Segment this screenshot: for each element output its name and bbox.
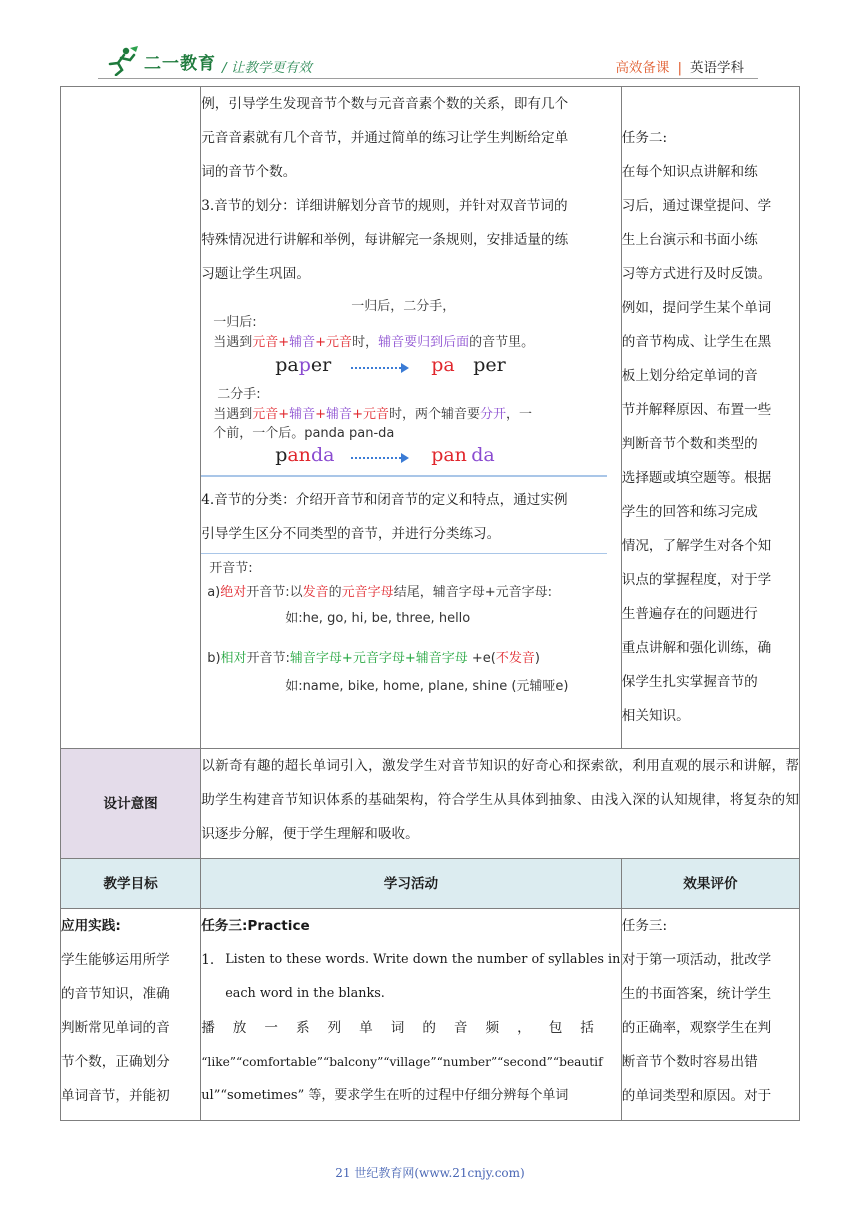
fig1-arrow-1 xyxy=(351,367,401,369)
slogan: / 让教学更有效 xyxy=(222,60,312,76)
fig1-arrow-2 xyxy=(351,457,401,459)
practice-item-1 xyxy=(201,943,621,977)
page-footer: 21 世纪教育网(www.21cnjy.com) xyxy=(335,1166,525,1180)
evaluation-line: 习后，通过课堂提问、学 xyxy=(621,198,772,214)
fig1-rule2-text-2: 个前，一个后。panda pan-da xyxy=(213,426,395,441)
activity-text-line: 引导学生区分不同类型的音节，并进行分类练习。 xyxy=(201,526,501,542)
evaluation-line: 选择题或填空题等。根据 xyxy=(621,470,772,486)
fig2-title: 开音节: xyxy=(209,561,253,576)
table-row xyxy=(61,87,800,749)
open-syllable-figure xyxy=(201,553,609,729)
fig1-rule1-head: 一归后: xyxy=(213,315,257,330)
evaluation-line: 板上划分给定单词的音 xyxy=(621,368,758,384)
activity-text-line: 例，引导学生发现音节个数与元音音素个数的关系，即有几个 xyxy=(201,96,569,112)
activity-cell xyxy=(201,87,622,749)
goal-line: 学生能够运用所学 xyxy=(61,952,170,968)
practice-activity-cell xyxy=(201,909,622,1121)
activity-text-line: 特殊情况进行讲解和举例，每讲解完一条规则，安排适量的练 xyxy=(201,232,569,248)
fig1-rule2-text: 当遇到元音+辅音+辅音+元音时，两个辅音要分开，一 xyxy=(213,407,533,422)
evaluation-line: 的音节构成、让学生在黑 xyxy=(621,334,772,350)
logo-text: 二一教育 xyxy=(144,53,216,74)
goal-line: 单词音节，并能初 xyxy=(61,1088,170,1104)
task3-title: 任务三:Practice xyxy=(201,918,310,934)
fig1-arrowhead-2 xyxy=(401,453,409,463)
item-number: 1. xyxy=(201,952,215,968)
fig1-split-4: da xyxy=(471,444,495,466)
fig1-arrowhead-1 xyxy=(401,363,409,373)
evaluation-line: 相关知识。 xyxy=(621,708,690,724)
page-header xyxy=(0,0,860,80)
table-row xyxy=(61,909,800,1121)
header-divider xyxy=(98,78,758,79)
fig1-example-word: paper xyxy=(275,354,332,376)
practice-line: 播放一系列单词的音频，包括 xyxy=(201,1020,612,1036)
evaluation-line: 任务二: xyxy=(621,130,668,146)
header-label-efficient: 高效备课 xyxy=(615,60,670,76)
evaluation-line: 任务三: xyxy=(621,918,668,934)
column-header-evaluation: 效果评价 xyxy=(621,859,799,909)
evaluation-line: 例如，提问学生某个单词 xyxy=(621,300,772,316)
evaluation-line: 在每个知识点讲解和练 xyxy=(621,164,758,180)
evaluation-cell xyxy=(621,87,799,749)
column-header-activity: 学习活动 xyxy=(201,859,622,909)
evaluation-line: 生上台演示和书面小练 xyxy=(621,232,758,248)
evaluation-line: 断音节个数时容易出错 xyxy=(621,1054,758,1070)
fig1-rule2-head: 二分手: xyxy=(217,387,261,402)
activity-text-line: 词的音节个数。 xyxy=(201,164,297,180)
evaluation-line: 生普遍存在的问题进行 xyxy=(621,606,758,622)
fig1-split-1: pa xyxy=(431,354,455,376)
header-right xyxy=(615,56,744,76)
item-text-2: each word in the blanks. xyxy=(225,986,385,1001)
evaluation-line: 情况，了解学生对各个知 xyxy=(621,538,772,554)
goal-line: 的音节知识，准确 xyxy=(61,986,170,1002)
activity-text-line: 3.音节的划分：详细讲解划分音节的规则，并针对双音节词的 xyxy=(201,198,568,214)
evaluation-line: 的正确率，观察学生在判 xyxy=(621,1020,772,1036)
fig1-title: 一归后，二分手， xyxy=(351,299,456,314)
header-label-subject: 英语学科 xyxy=(690,60,744,76)
practice-line: “like”“comfortable”“balcony”“village”“number”“second”“beautif xyxy=(201,1055,603,1069)
table-row xyxy=(61,749,800,859)
evaluation-line: 重点讲解和强化训练，确 xyxy=(621,640,772,656)
runner-logo-icon xyxy=(104,46,140,76)
evaluation-line: 判断音节个数和类型的 xyxy=(621,436,758,452)
goal-line: 节个数，正确划分 xyxy=(61,1054,170,1070)
evaluation-line: 的单词类型和原因。对于 xyxy=(621,1088,772,1104)
syllable-division-figure xyxy=(201,293,609,481)
fig1-rule1-text: 当遇到元音+辅音+元音时，辅音要归到后面的音节里。 xyxy=(213,335,535,350)
activity-text-line: 习题让学生巩固。 xyxy=(201,266,310,282)
evaluation-line: 识点的掌握程度，对于学 xyxy=(621,572,772,588)
fig1-split-2: per xyxy=(473,354,506,376)
practice-line: ul”“sometimes” 等，要求学生在听的过程中仔细分辨每个单词 xyxy=(201,1088,569,1103)
goal-title: 应用实践: xyxy=(61,918,121,934)
fig2-example-a: 如:he, go, hi, be, three, hello xyxy=(285,611,471,626)
evaluation-line: 对于第一项活动，批改学 xyxy=(621,952,772,968)
design-intent-label: 设计意图 xyxy=(61,749,201,859)
fig2-top-line xyxy=(201,553,607,554)
evaluation-line: 学生的回答和练习完成 xyxy=(621,504,758,520)
goal-cell-empty xyxy=(61,87,201,749)
fig2-rule-b: b)相对开音节:辅音字母+元音字母+辅音字母 +e(不发音) xyxy=(207,651,540,666)
spacer xyxy=(622,87,799,121)
fig1-split-3: pan xyxy=(431,444,467,466)
activity-text-line: 4.音节的分类：介绍开音节和闭音节的定义和特点，通过实例 xyxy=(201,492,568,508)
practice-evaluation-cell xyxy=(621,909,799,1121)
evaluation-line: 习等方式进行及时反馈。 xyxy=(621,266,772,282)
design-intent-text: 以新奇有趣的超长单词引入，激发学生对音节知识的好奇心和探索欲，利用直观的展示和讲解，帮助学生构建音节知识体系的基础架构，符合学生从具体到抽象、由浅入深的认知规律，将复杂的知识逐步分解，便于学生理解和吸收。 xyxy=(201,749,800,859)
activity-text-line: 元音音素就有几个音节，并通过简单的练习让学生判断给定单 xyxy=(201,130,569,146)
goal-line: 判断常见单词的音 xyxy=(61,1020,170,1036)
logo xyxy=(104,44,216,78)
fig1-example-word-2: panda xyxy=(275,444,335,466)
item-text-1: Listen to these words. Write down the number of syllables in xyxy=(225,952,621,967)
header-separator: | xyxy=(677,60,682,76)
fig2-example-b: 如:name, bike, home, plane, shine (元辅哑e) xyxy=(285,679,569,694)
column-header-goal: 教学目标 xyxy=(61,859,201,909)
evaluation-line: 节并解释原因、布置一些 xyxy=(621,402,772,418)
evaluation-line: 保学生扎实掌握音节的 xyxy=(621,674,758,690)
fig1-bottom-line xyxy=(201,475,607,477)
fig2-rule-a: a)绝对开音节:以发音的元音字母结尾，辅音字母+元音字母: xyxy=(207,585,552,600)
lesson-table xyxy=(60,86,800,1121)
table-row xyxy=(61,859,800,909)
goal-cell xyxy=(61,909,201,1121)
evaluation-line: 生的书面答案，统计学生 xyxy=(621,986,772,1002)
